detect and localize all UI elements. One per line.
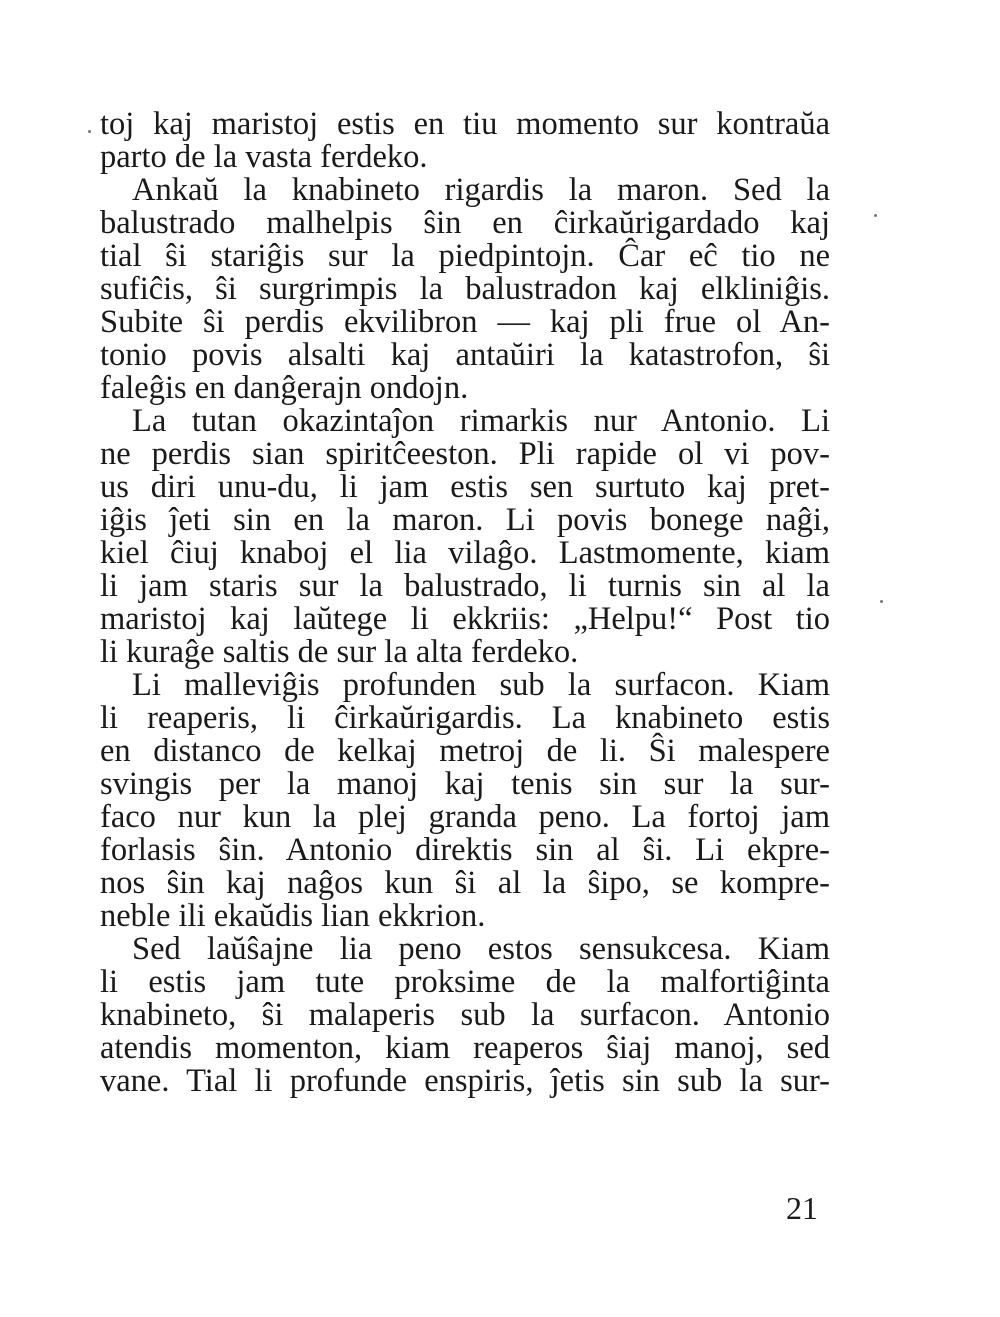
- text-line: Subite ŝi perdis ekvilibron — kaj pli frue ol An-: [100, 304, 830, 340]
- text-line: faco nur kun la plej granda peno. La fortoj jam: [100, 799, 830, 835]
- text-line: li kuraĝe saltis de sur la alta ferdeko.: [100, 634, 579, 670]
- print-speck: [880, 600, 883, 603]
- text-line: forlasis ŝin. Antonio direktis sin al ŝi. Li ekpre-: [100, 832, 830, 868]
- print-speck: [88, 130, 91, 133]
- text-line: kiel ĉiuj knaboj el lia vilaĝo. Lastmomente, kiam: [100, 535, 830, 571]
- text-line: balustrado malhelpis ŝin en ĉirkaŭrigardado kaj: [100, 205, 830, 241]
- text-line: Sed laŭŝajne lia peno estos sensukcesa. Kiam: [132, 931, 830, 967]
- text-line: La tutan okazintaĵon rimarkis nur Antonio. Li: [132, 403, 830, 439]
- text-line: knabineto, ŝi malaperis sub la surfacon. Antonio: [100, 997, 830, 1033]
- text-line: atendis momenton, kiam reaperos ŝiaj manoj, sed: [100, 1030, 830, 1066]
- text-line: iĝis ĵeti sin en la maron. Li povis bonege naĝi,: [100, 502, 830, 538]
- text-line: en distanco de kelkaj metroj de li. Ŝi malespere: [100, 733, 830, 769]
- text-line: li reaperis, li ĉirkaŭrigardis. La knabineto estis: [100, 700, 830, 736]
- text-line: faleĝis en danĝerajn ondojn.: [100, 370, 469, 406]
- text-line: Ankaŭ la knabineto rigardis la maron. Sed la: [132, 172, 830, 208]
- text-line: Li malleviĝis profunden sub la surfacon. Kiam: [132, 667, 830, 703]
- body-text: [100, 108, 830, 1098]
- text-line: vane. Tial li profunde enspiris, ĵetis sin sub la sur-: [100, 1063, 830, 1099]
- text-line: sufiĉis, ŝi surgrimpis la balustradon kaj elkliniĝis.: [100, 271, 830, 307]
- text-line: li estis jam tute proksime de la malfortiĝinta: [100, 964, 830, 1000]
- page-number: 21: [786, 1190, 818, 1226]
- text-line: tial ŝi stariĝis sur la piedpintojn. Ĉar eĉ tio ne: [100, 238, 830, 274]
- text-line: tonio povis alsalti kaj antaŭiri la katastrofon, ŝi: [100, 337, 830, 373]
- text-line: parto de la vasta ferdeko.: [100, 139, 428, 175]
- text-line: li jam staris sur la balustrado, li turnis sin al la: [100, 568, 830, 604]
- text-line: svingis per la manoj kaj tenis sin sur la sur-: [100, 766, 830, 802]
- text-line: toj kaj maristoj estis en tiu momento sur kontraŭa: [100, 106, 830, 142]
- text-line: neble ili ekaŭdis lian ekkrion.: [100, 898, 486, 934]
- print-speck: [874, 214, 877, 217]
- text-line: maristoj kaj laŭtege li ekkriis: „Helpu!“ Post tio: [100, 601, 830, 637]
- text-line: us diri unu-du, li jam estis sen surtuto kaj pret-: [100, 469, 830, 505]
- text-line: ne perdis sian spiritĉeeston. Pli rapide ol vi pov-: [100, 436, 830, 472]
- text-line: nos ŝin kaj naĝos kun ŝi al la ŝipo, se kompre-: [100, 865, 830, 901]
